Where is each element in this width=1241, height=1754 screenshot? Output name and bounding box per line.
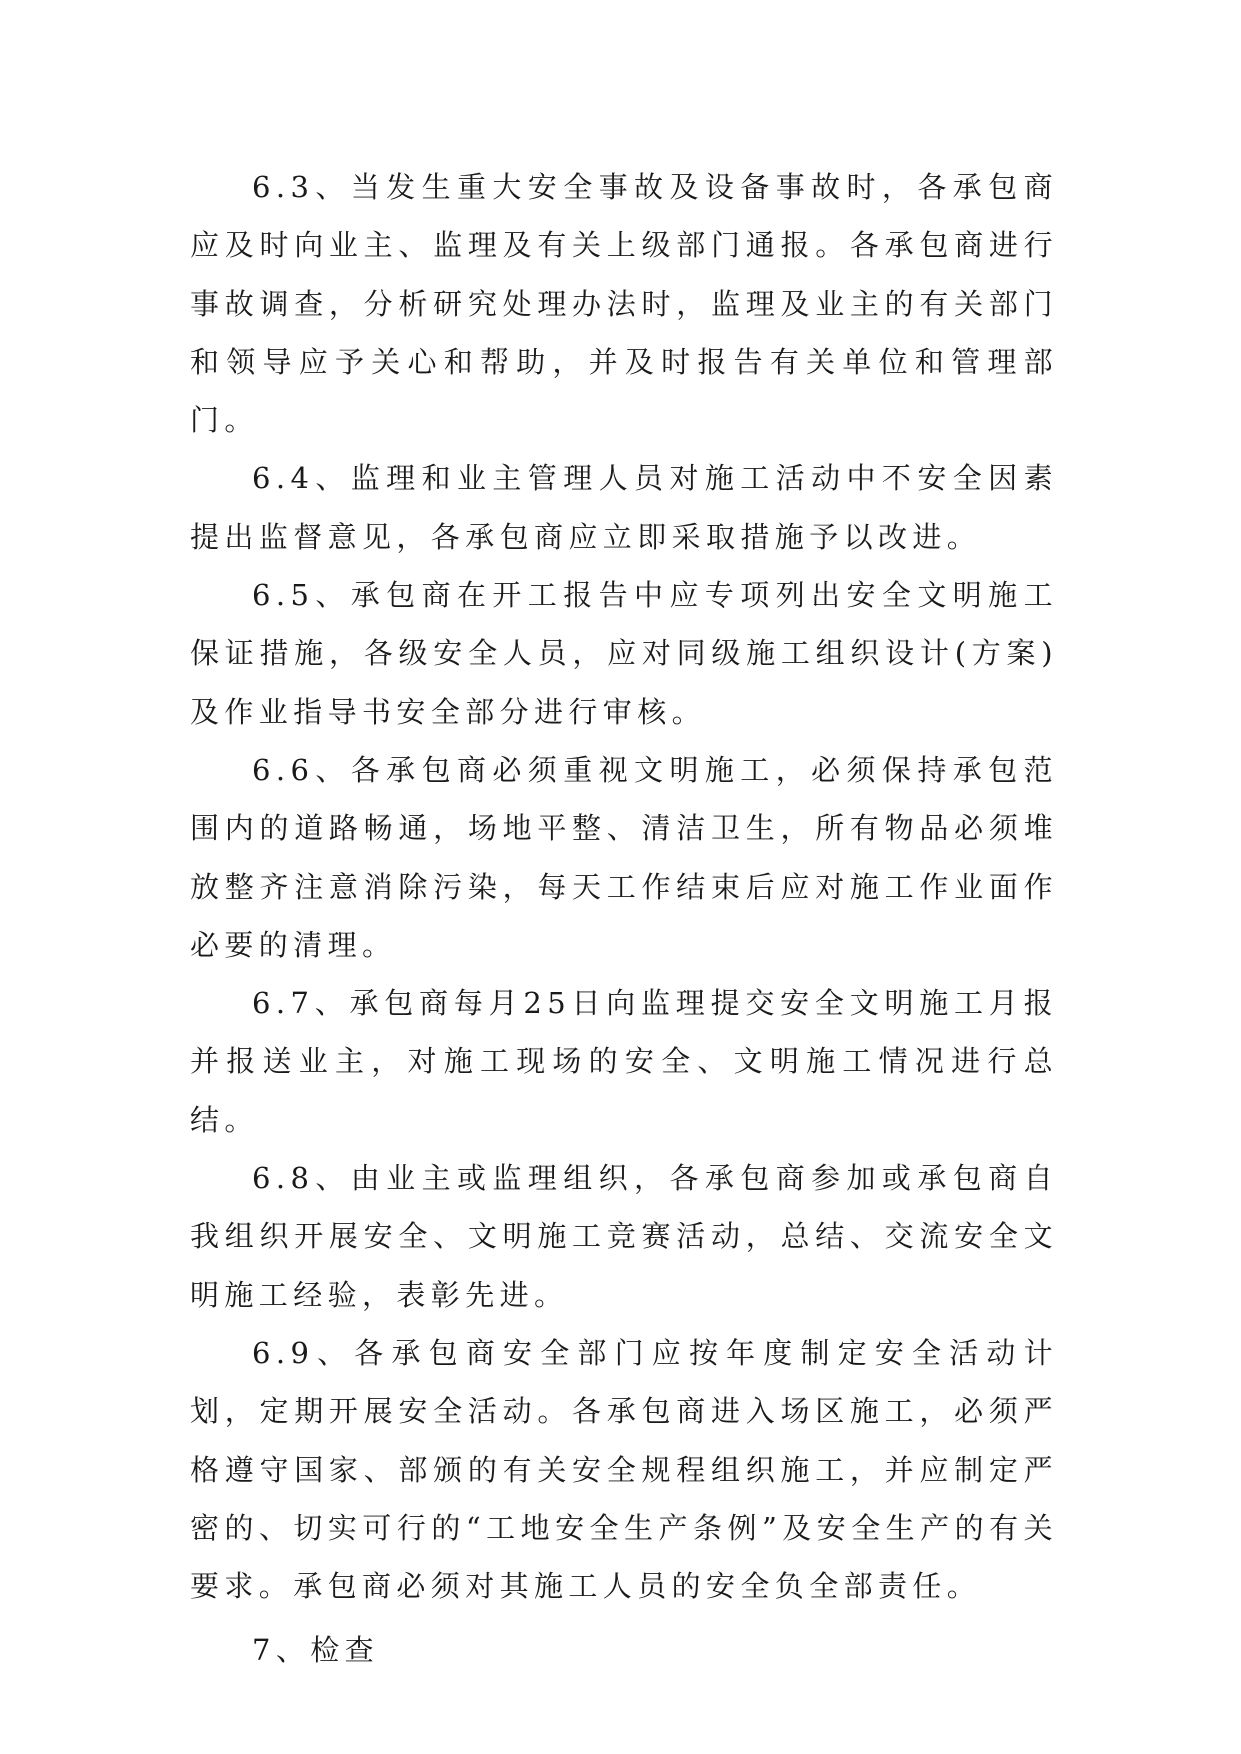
paragraph-6-7: 6.7、承包商每月25日向监理提交安全文明施工月报并报送业主，对施工现场的安全、文明施工情况进行总结。 xyxy=(190,986,1058,1137)
paragraph-6-3: 6.3、当发生重大安全事故及设备事故时，各承包商应及时向业主、监理及有关上级部门通报。各承包商进行事故调查，分析研究处理办法时，监理及业主的有关部门和领导应予关心和帮助，并及时报告有关单位和管理部门。 xyxy=(190,170,1058,438)
paragraph-6-4: 6.4、监理和业主管理人员对施工活动中不安全因素提出监督意见，各承包商应立即采取措施予以改进。 xyxy=(190,461,1058,554)
paragraph-6-6: 6.6、各承包商必须重视文明施工，必须保持承包范围内的道路畅通，场地平整、清洁卫生，所有物品必须堆放整齐注意消除污染，每天工作结束后应对施工作业面作必要的清理。 xyxy=(190,752,1058,962)
paragraph-6-5: 6.5、承包商在开工报告中应专项列出安全文明施工保证措施，各级安全人员，应对同级施工组织设计(方案)及作业指导书安全部分进行审核。 xyxy=(190,578,1058,729)
paragraph-6-8: 6.8、由业主或监理组织，各承包商参加或承包商自我组织开展安全、文明施工竞赛活动，总结、交流安全文明施工经验，表彰先进。 xyxy=(190,1161,1058,1312)
paragraph-6-9: 6.9、各承包商安全部门应按年度制定安全活动计划，定期开展安全活动。各承包商进入场区施工，必须严格遵守国家、部颁的有关安全规程组织施工，并应制定严密的、切实可行的“工地安全生产条例”及安全生产的有关要求。承包商必须对其施工人员的安全负全部责任。 xyxy=(190,1335,1058,1604)
document-body xyxy=(190,158,1058,1680)
section-heading-7: 7、检查 xyxy=(252,1633,380,1668)
